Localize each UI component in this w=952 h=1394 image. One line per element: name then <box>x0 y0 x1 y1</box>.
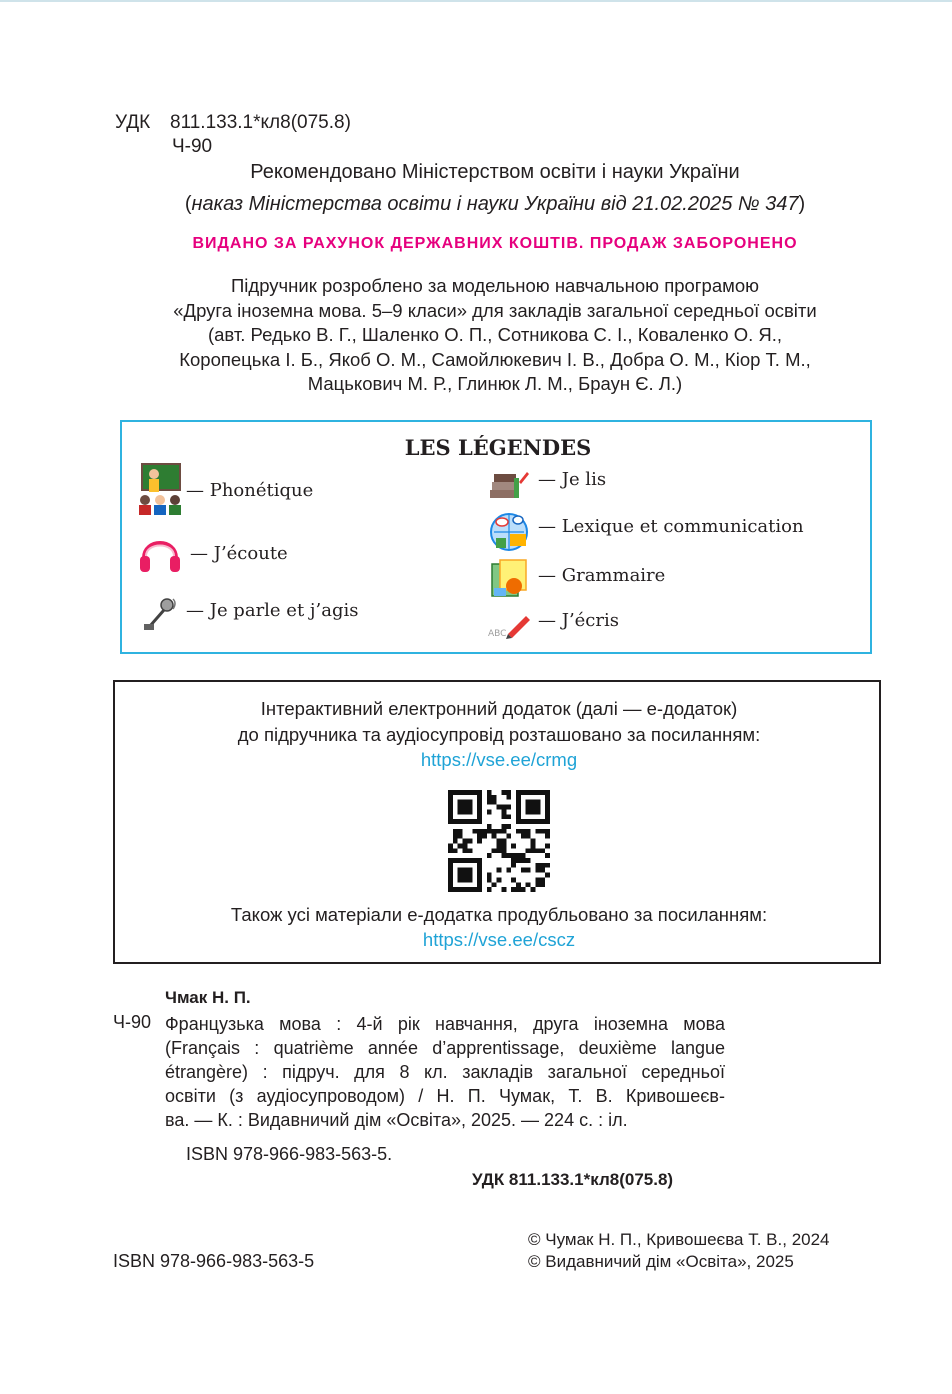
qr-module <box>467 809 472 814</box>
qr-module <box>535 809 540 814</box>
program-line: «Друга іноземна мова. 5–9 класи» для закладів загальної середньої освіти <box>173 299 817 321</box>
qr-module <box>492 795 497 800</box>
qr-module <box>516 829 521 834</box>
qr-module <box>448 790 453 795</box>
qr-module <box>472 858 477 863</box>
qr-module <box>453 829 458 834</box>
qr-module <box>463 887 468 892</box>
qr-module <box>458 805 463 810</box>
qr-module <box>477 834 482 839</box>
qr-module <box>448 809 453 814</box>
udk-label: УДК <box>115 112 151 133</box>
qr-module <box>521 790 526 795</box>
qr-module <box>540 829 545 834</box>
qr-module <box>492 834 497 839</box>
qr-module <box>506 824 511 829</box>
qr-module <box>477 873 482 878</box>
qr-module <box>492 882 497 887</box>
legend-title: LES LÉGENDES <box>404 435 592 460</box>
qr-module <box>487 873 492 878</box>
qr-module <box>497 805 502 810</box>
qr-module <box>501 829 506 834</box>
copyright-publisher: © Видавничий дім «Освіта», 2025 <box>528 1252 794 1271</box>
qr-module <box>467 819 472 824</box>
legend-label-grammaire: — Grammaire <box>538 565 666 586</box>
qr-module <box>458 858 463 863</box>
qr-module <box>526 805 531 810</box>
qr-module <box>535 819 540 824</box>
digital-supplement-box <box>113 680 881 964</box>
qr-module <box>516 819 521 824</box>
decree-line <box>0 193 952 216</box>
catalog-line: освіти (з аудіосупроводом) / Н. П. Чумак, Т. В. Кривошеєв- <box>165 1086 725 1106</box>
qr-module <box>453 834 458 839</box>
qr-module <box>453 848 458 853</box>
qr-module <box>516 858 521 863</box>
qr-module <box>458 873 463 878</box>
qr-module <box>487 887 492 892</box>
qr-module <box>477 819 482 824</box>
qr-module <box>531 805 536 810</box>
catalog-line: étrangère) : підруч. для 8 кл. закладів загальної середньої <box>165 1062 725 1082</box>
udk-code: 811.133.1*кл8(075.8) <box>170 112 351 133</box>
qr-module <box>506 795 511 800</box>
catalog-line: (Français : quatrième année d’apprentissage, deuxième langue <box>165 1038 725 1058</box>
teacher-students-icon <box>136 462 184 522</box>
link-cscz[interactable]: https://vse.ee/cscz <box>422 929 576 950</box>
qr-module <box>448 800 453 805</box>
qr-module <box>458 829 463 834</box>
qr-module <box>463 873 468 878</box>
qr-module <box>477 809 482 814</box>
qr-module <box>497 839 502 844</box>
qr-module <box>463 858 468 863</box>
qr-module <box>531 887 536 892</box>
legend-label-jecoute: — J’écoute <box>190 543 288 564</box>
qr-module <box>448 795 453 800</box>
qr-module <box>526 800 531 805</box>
qr-module <box>448 868 453 873</box>
catalog-udk: УДК 811.133.1*кл8(075.8) <box>472 1170 674 1189</box>
qr-module <box>535 805 540 810</box>
qr-module <box>545 829 550 834</box>
legend-label-jelis: — Je lis <box>538 469 607 490</box>
qr-module <box>463 839 468 844</box>
recommended-line: Рекомендовано Міністерством освіти і науки України <box>250 161 740 183</box>
qr-module <box>526 858 531 863</box>
qr-module <box>545 819 550 824</box>
svg-text:ABC: ABC <box>488 629 507 639</box>
qr-code[interactable] <box>448 790 550 892</box>
qr-module <box>540 790 545 795</box>
digital-line-1: Інтерактивний електронний додаток (далі — е-додаток) <box>260 698 738 719</box>
qr-module <box>511 877 516 882</box>
qr-module <box>487 853 492 858</box>
qr-module <box>467 877 472 882</box>
qr-module <box>477 790 482 795</box>
qr-module <box>535 800 540 805</box>
qr-module <box>501 805 506 810</box>
state-funds-notice: ВИДАНО ЗА РАХУНОК ДЕРЖАВНИХ КОШТІВ. ПРОДАЖ ЗАБОРОНЕНО <box>192 235 798 252</box>
qr-module <box>453 819 458 824</box>
qr-module <box>545 863 550 868</box>
catalog-isbn: ISBN 978-966-983-563-5. <box>186 1144 393 1164</box>
qr-module <box>531 839 536 844</box>
qr-module <box>526 868 531 873</box>
qr-module <box>516 800 521 805</box>
isbn-bottom: ISBN 978-966-983-563-5 <box>113 1251 315 1271</box>
decree-close-paren: ) <box>798 193 806 215</box>
qr-module <box>448 819 453 824</box>
qr-module <box>477 858 482 863</box>
qr-module <box>516 809 521 814</box>
qr-module <box>467 790 472 795</box>
qr-module <box>497 829 502 834</box>
decree-text: наказ Міністерства освіти і науки України від 21.02.2025 № 347 <box>191 193 799 215</box>
qr-module <box>501 848 506 853</box>
qr-module <box>472 819 477 824</box>
qr-module <box>463 868 468 873</box>
qr-module <box>531 848 536 853</box>
catalog-author: Чмак Н. П. <box>165 988 251 1007</box>
legend-label-lexique: — Lexique et communication <box>538 516 804 537</box>
qr-module <box>458 809 463 814</box>
qr-module <box>463 843 468 848</box>
qr-module <box>463 790 468 795</box>
qr-module <box>467 839 472 844</box>
qr-module <box>521 868 526 873</box>
qr-module <box>535 863 540 868</box>
qr-module <box>516 887 521 892</box>
qr-module <box>463 819 468 824</box>
qr-module <box>531 819 536 824</box>
qr-module <box>497 848 502 853</box>
qr-module <box>482 834 487 839</box>
qr-module <box>506 814 511 819</box>
qr-module <box>501 809 506 814</box>
qr-module <box>545 790 550 795</box>
qr-module <box>477 839 482 844</box>
qr-module <box>487 800 492 805</box>
qr-module <box>448 843 453 848</box>
qr-module <box>501 824 506 829</box>
globe-speech-icon <box>486 508 532 558</box>
qr-module <box>448 882 453 887</box>
link-crmg[interactable]: https://vse.ee/crmg <box>420 749 578 770</box>
qr-module <box>535 829 540 834</box>
qr-module <box>545 834 550 839</box>
qr-module <box>511 853 516 858</box>
qr-module <box>487 790 492 795</box>
legend-label-phonetique: — Phonétique <box>186 480 314 501</box>
qr-module <box>453 858 458 863</box>
qr-module <box>501 839 506 844</box>
qr-module <box>477 863 482 868</box>
qr-module <box>458 819 463 824</box>
qr-module <box>448 805 453 810</box>
qr-module <box>511 858 516 863</box>
microphone-icon <box>140 596 180 638</box>
catalog-line: ва. — К. : Видавничий дім «Освіта», 2025. — 224 с. : іл. <box>165 1110 628 1130</box>
qr-module <box>448 877 453 882</box>
qr-module <box>516 882 521 887</box>
qr-module <box>545 814 550 819</box>
qr-module <box>540 819 545 824</box>
qr-module <box>526 790 531 795</box>
qr-module <box>521 819 526 824</box>
qr-module <box>467 868 472 873</box>
qr-module <box>477 795 482 800</box>
qr-module <box>477 800 482 805</box>
qr-module <box>531 809 536 814</box>
qr-module <box>516 853 521 858</box>
qr-module <box>492 848 497 853</box>
qr-module <box>516 805 521 810</box>
qr-module <box>463 805 468 810</box>
qr-module <box>497 868 502 873</box>
qr-module <box>458 834 463 839</box>
catalog-line: Французька мова : 4-й рік навчання, друга іноземна мова <box>165 1014 725 1034</box>
qr-module <box>506 868 511 873</box>
qr-module <box>501 814 506 819</box>
qr-module <box>467 805 472 810</box>
qr-module <box>497 877 502 882</box>
qr-module <box>477 829 482 834</box>
qr-module <box>535 868 540 873</box>
qr-module <box>540 863 545 868</box>
qr-module <box>526 848 531 853</box>
qr-module <box>526 882 531 887</box>
qr-module <box>458 877 463 882</box>
qr-module <box>535 848 540 853</box>
qr-module <box>487 824 492 829</box>
qr-module <box>501 887 506 892</box>
qr-module <box>521 853 526 858</box>
qr-module <box>453 887 458 892</box>
qr-module <box>506 834 511 839</box>
program-note <box>0 274 952 397</box>
grammar-book-icon <box>488 558 530 604</box>
qr-module <box>477 814 482 819</box>
qr-module <box>521 829 526 834</box>
qr-module <box>526 809 531 814</box>
qr-module <box>535 882 540 887</box>
qr-module <box>526 834 531 839</box>
qr-module <box>463 809 468 814</box>
qr-module <box>448 814 453 819</box>
qr-module <box>448 848 453 853</box>
qr-module <box>545 809 550 814</box>
headphones-icon <box>138 530 182 580</box>
legend-label-jecris: — J’écris <box>538 610 619 631</box>
program-line: Підручник розроблено за модельною навчальною програмою <box>231 275 759 296</box>
qr-module <box>501 843 506 848</box>
qr-module <box>477 877 482 882</box>
qr-module <box>487 795 492 800</box>
qr-module <box>545 800 550 805</box>
qr-module <box>506 805 511 810</box>
qr-module <box>545 805 550 810</box>
qr-module <box>511 863 516 868</box>
qr-module <box>487 829 492 834</box>
qr-module <box>531 790 536 795</box>
qr-module <box>511 843 516 848</box>
qr-module <box>521 834 526 839</box>
qr-module <box>540 848 545 853</box>
qr-module <box>492 829 497 834</box>
qr-module <box>467 858 472 863</box>
qr-module <box>501 790 506 795</box>
qr-module <box>531 843 536 848</box>
qr-module <box>501 853 506 858</box>
qr-module <box>448 873 453 878</box>
udk-line <box>115 112 351 134</box>
qr-module <box>477 882 482 887</box>
qr-module <box>535 877 540 882</box>
qr-module <box>448 863 453 868</box>
qr-module <box>540 882 545 887</box>
qr-module <box>458 843 463 848</box>
qr-module <box>516 814 521 819</box>
qr-module <box>458 800 463 805</box>
qr-module <box>526 819 531 824</box>
qr-module <box>472 829 477 834</box>
program-line: (авт. Редько В. Г., Шаленко О. П., Сотникова С. І., Коваленко О. Я., <box>207 324 783 345</box>
qr-module <box>482 829 487 834</box>
qr-module <box>521 887 526 892</box>
qr-module <box>506 790 511 795</box>
books-icon <box>488 468 530 506</box>
qr-module <box>448 887 453 892</box>
qr-module <box>545 853 550 858</box>
top-rule <box>0 0 952 2</box>
legend-box <box>120 420 872 654</box>
qr-module <box>477 887 482 892</box>
qr-module <box>487 877 492 882</box>
qr-module <box>458 868 463 873</box>
qr-module <box>448 858 453 863</box>
qr-module <box>521 858 526 863</box>
qr-module <box>545 795 550 800</box>
qr-module <box>467 887 472 892</box>
qr-module <box>545 873 550 878</box>
qr-module <box>453 839 458 844</box>
qr-module <box>506 853 511 858</box>
qr-module <box>463 848 468 853</box>
qr-module <box>516 790 521 795</box>
qr-module <box>458 790 463 795</box>
legend-label-jeparle: — Je parle et j’agis <box>186 600 359 621</box>
qr-module <box>526 829 531 834</box>
qr-module <box>492 800 497 805</box>
qr-module <box>458 887 463 892</box>
pen-abc-icon <box>488 612 532 644</box>
qr-module <box>472 790 477 795</box>
digital-line-3: Також усі матеріали е-додатка продубльовано за посиланням: <box>230 904 768 925</box>
qr-module <box>477 868 482 873</box>
qr-module <box>497 843 502 848</box>
qr-module <box>535 790 540 795</box>
qr-module <box>487 809 492 814</box>
qr-module <box>540 877 545 882</box>
copyright-authors: © Чумак Н. П., Кривошеєва Т. В., 2024 <box>528 1230 830 1249</box>
qr-module <box>540 868 545 873</box>
qr-module <box>467 848 472 853</box>
catalog-code: Ч-90 <box>113 1012 152 1032</box>
program-line: Коропецька І. Б., Якоб О. М., Самойлюкевич І. В., Добра О. М., Кіор Т. М., <box>179 348 811 370</box>
qr-module <box>467 800 472 805</box>
qr-module <box>463 800 468 805</box>
qr-module <box>463 877 468 882</box>
qr-module <box>467 873 472 878</box>
qr-module <box>453 790 458 795</box>
qr-module <box>511 887 516 892</box>
decree-open-paren: ( <box>184 193 192 215</box>
qr-module <box>545 843 550 848</box>
catalog-description <box>165 1012 725 1132</box>
catalog-code-top: Ч-90 <box>172 136 213 157</box>
qr-module <box>472 887 477 892</box>
digital-line-2: до підручника та аудіосупровід розташовано за посиланням: <box>237 724 761 745</box>
program-line: Мацькович М. Р., Глинюк Л. М., Браун Є. Л.) <box>307 373 683 394</box>
qr-module <box>531 800 536 805</box>
qr-module <box>516 795 521 800</box>
qr-module <box>477 805 482 810</box>
